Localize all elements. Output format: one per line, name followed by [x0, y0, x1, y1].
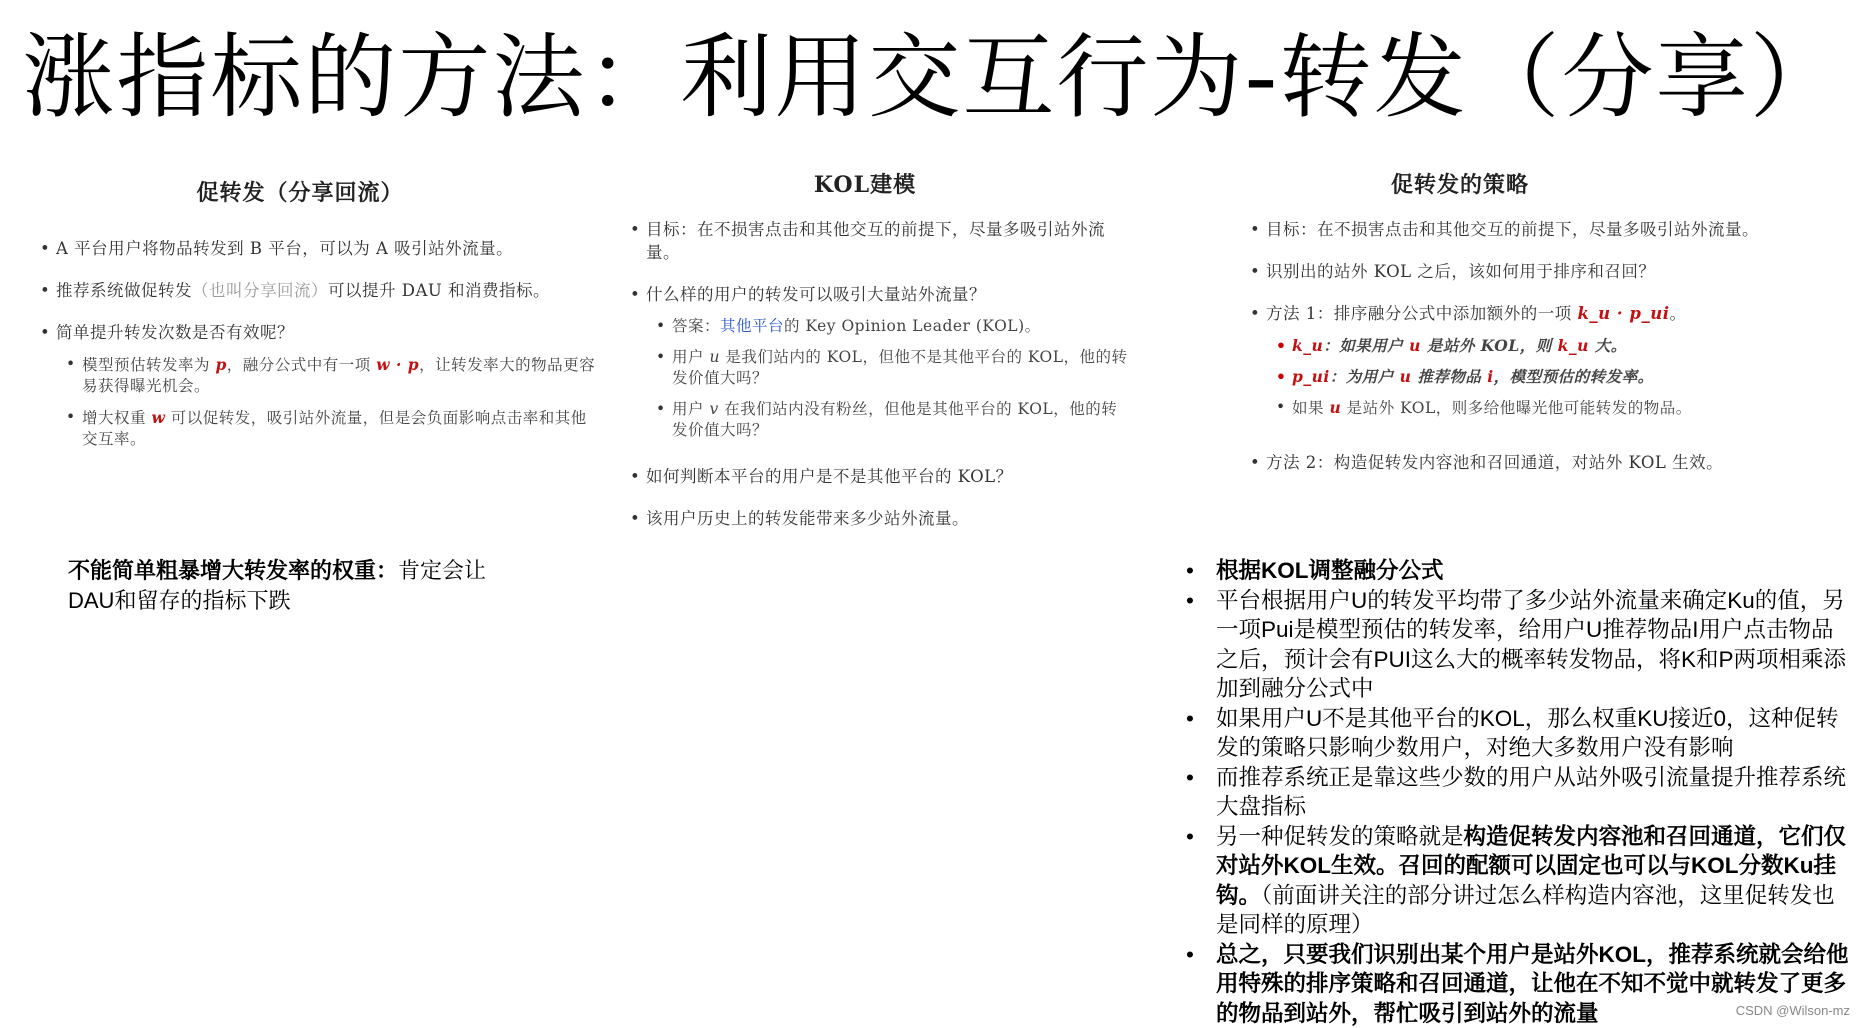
right-sub-3: • 如果 u 是站外 KOL，则多给他曝光他可能转发的物品。: [1276, 397, 1810, 419]
left-sub-2: • 增大权重 w 可以促转发，吸引站外流量，但是会负面影响点击率和其他交互率。: [66, 407, 600, 450]
left-bullet-3: • 简单提升转发次数是否有效呢？: [40, 321, 600, 344]
right-note-4: • 而推荐系统正是靠这些少数的用户从站外吸引流量提升推荐系统大盘指标: [1186, 763, 1856, 822]
right-bullet-4: • 方法 2：构造促转发内容池和召回通道，对站外 KOL 生效。: [1250, 451, 1810, 474]
left-bullet-2: • 推荐系统做促转发（也叫分享回流）可以提升 DAU 和消费指标。: [40, 279, 600, 302]
left-note: [68, 556, 488, 616]
right-note-1: • 根据KOL调整融分公式: [1186, 556, 1856, 586]
middle-bullet-1: • 目标：在不损害点击和其他交互的前提下，尽量多吸引站外流量。: [630, 218, 1130, 264]
left-bullet-1: • A 平台用户将物品转发到 B 平台，可以为 A 吸引站外流量。: [40, 237, 600, 260]
right-sub-1: • k_u：如果用户 u 是站外 KOL，则 k_u 大。: [1276, 335, 1810, 356]
right-note-3: • 如果用户U不是其他平台的KOL，那么权重KU接近0，这种促转发的策略只影响少数用户，对绝大多数用户没有影响: [1186, 704, 1856, 763]
left-note-text: 肯定会让DAU和留存的指标下跌: [68, 558, 486, 613]
middle-bullet-2: • 什么样的用户的转发可以吸引大量站外流量？: [630, 283, 1130, 306]
middle-bullet-3: • 如何判断本平台的用户是不是其他平台的 KOL？: [630, 465, 1130, 488]
left-heading: 促转发（分享回流）: [0, 176, 600, 207]
middle-heading: KOL建模: [600, 168, 1130, 199]
right-note-5: • 另一种促转发的策略就是构造促转发内容池和召回通道，它们仅对站外KOL生效。召回的配额可以固定也可以与KOL分数Ku挂钩。（前面讲关注的部分讲过怎么样构造内容池，这里促转发也是同样的原理）: [1186, 822, 1856, 940]
middle-column: [630, 168, 1130, 530]
page-title: 涨指标的方法：利用交互行为-转发（分享）: [0, 18, 1866, 138]
middle-sub-2: • 用户 u 是我们站内的 KOL，但他不是其他平台的 KOL，他的转发价值大吗？: [656, 347, 1130, 389]
middle-bullet-4: • 该用户历史上的转发能带来多少站外流量。: [630, 507, 1130, 530]
right-note-6: • 总之，只要我们识别出某个用户是站外KOL，推荐系统就会给他用特殊的排序策略和召回通道，让他在不知不觉中就转发了更多的物品到站外，帮忙吸引到站外的流量: [1186, 940, 1856, 1028]
middle-sub-1: • 答案：其他平台的 Key Opinion Leader (KOL)。: [656, 316, 1130, 337]
right-note-2: • 平台根据用户U的转发平均带了多少站外流量来确定Ku的值，另一项Pui是模型预估的转发率，给用户U推荐物品I用户点击物品之后，预计会有PUI这么大的概率转发物品，将K和P两项相乘添加到融分公式中: [1186, 586, 1856, 704]
right-bullet-1: • 目标：在不损害点击和其他交互的前提下，尽量多吸引站外流量。: [1250, 218, 1810, 241]
right-column: [1250, 168, 1810, 474]
right-bullet-3: • 方法 1：排序融分公式中添加额外的一项 k_u · p_ui。: [1250, 302, 1810, 325]
right-heading: 促转发的策略: [1110, 168, 1810, 199]
right-bullet-2: • 识别出的站外 KOL 之后，该如何用于排序和召回？: [1250, 260, 1810, 283]
right-sub-2: • p_ui：为用户 u 推荐物品 i，模型预估的转发率。: [1276, 366, 1810, 387]
right-notes: [1186, 556, 1856, 1028]
left-note-bold: 不能简单粗暴增大转发率的权重：: [68, 558, 398, 583]
watermark: CSDN @Wilson-mz: [1736, 1003, 1850, 1018]
left-sub-1: • 模型预估转发率为 p，融分公式中有一项 w · p，让转发率大的物品更容易获得曝光机会。: [66, 354, 600, 397]
left-column: [40, 176, 600, 450]
middle-sub-3: • 用户 v 在我们站内没有粉丝，但他是其他平台的 KOL，他的转发价值大吗？: [656, 399, 1130, 441]
